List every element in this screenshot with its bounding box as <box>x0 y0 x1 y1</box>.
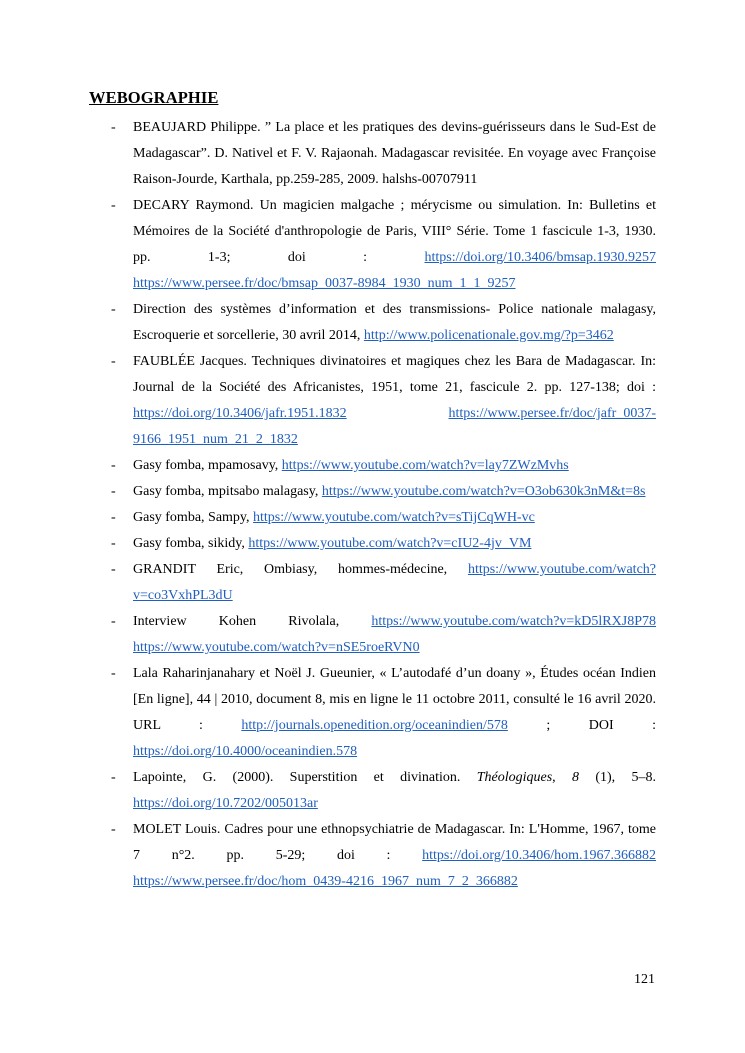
list-item: - Interview Kohen Rivolala, https://www.youtube.com/watch?v=kD5lRXJ8P78 https://www.youtube.com/watch?v=nSE5roeRVN0 <box>111 614 656 655</box>
reference-link[interactable]: https://doi.org/10.3406/jafr.1951.1832 <box>133 406 347 421</box>
list-item: - Gasy fomba, Sampy, https://www.youtube.com/watch?v=sTijCqWH-vc <box>111 510 535 525</box>
list-item: - Gasy fomba, sikidy, https://www.youtube.com/watch?v=cIU2-4jv_VM <box>111 536 532 551</box>
reference-link[interactable]: https://www.youtube.com/watch?v=sTijCqWH-vc <box>253 510 535 525</box>
list-item: - Gasy fomba, mpitsabo malagasy, https://www.youtube.com/watch?v=O3ob630k3nM&t=8s <box>111 484 646 499</box>
list-item: - DECARY Raymond. Un magicien malgache ; mérycisme ou simulation. In: Bulletins et Mémoires de la Société d'anthropologie de Paris, VIII° Série. Tome 1 fascicule 1-3, 1930. pp. 1-3; doi : https://doi.org/10.3406/bmsap.1930.9257 https://www.persee.fr/doc/bmsap_0037-8984_1930_num_1_1_9257 <box>111 198 656 291</box>
reference-link[interactable]: https://www.youtube.com/watch?v=co3VxhPL3dU <box>133 562 656 603</box>
reference-link[interactable]: https://doi.org/10.7202/005013ar <box>133 796 318 811</box>
reference-link[interactable]: https://www.youtube.com/watch?v=nSE5roeRVN0 <box>133 640 420 655</box>
reference-link[interactable]: https://www.youtube.com/watch?v=cIU2-4jv_VM <box>248 536 532 551</box>
list-item: - BEAUJARD Philippe. ” La place et les pratiques des devins-guérisseurs dans le Sud-Est de Madagascar”. D. Nativel et F. V. Rajaonah. Madagascar revisitée. En voyage avec Françoise Raison-Jourde, Karthala, pp.259-285, 2009. halshs-00707911 <box>111 120 656 187</box>
list-item: - Lala Raharinjanahary et Noël J. Gueunier, « L’autodafé d’un doany », Études océan Indien [En ligne], 44 | 2010, document 8, mis en ligne le 11 octobre 2011, consulté le 16 avril 2020. URL : http://journals.openedition.org/oceanindien/578 ; DOI : https://doi.org/10.4000/oceanindien.578 <box>111 666 656 759</box>
list-item: - Direction des systèmes d’information et des transmissions- Police nationale malagasy, Escroquerie et sorcellerie, 30 avril 2014, http://www.policenationale.gov.mg/?p=3462 <box>111 302 656 343</box>
reference-link[interactable]: https://www.youtube.com/watch?v=O3ob630k3nM&t=8s <box>321 484 646 499</box>
reference-link[interactable]: https://www.youtube.com/watch?v=lay7ZWzMvhs <box>281 458 569 473</box>
reference-link[interactable]: http://journals.openedition.org/oceanindien/578 <box>241 718 508 733</box>
reference-link[interactable]: https://www.persee.fr/doc/jafr_0037-9166_1951_num_21_2_1832 <box>133 406 656 447</box>
reference-link[interactable]: https://doi.org/10.3406/hom.1967.366882 <box>422 848 656 863</box>
list-item: - Lapointe, G. (2000). Superstition et divination. Théologiques, 8 (1), 5–8. https://doi.org/10.7202/005013ar <box>111 770 656 811</box>
reference-link[interactable]: https://www.youtube.com/watch?v=kD5lRXJ8P78 <box>371 614 656 629</box>
list-item: - FAUBLÉE Jacques. Techniques divinatoires et magiques chez les Bara de Madagascar. In: Journal de la Société des Africanistes, 1951, tome 21, fascicule 2. pp. 127-138; doi : https://doi.org/10.3406/jafr.1951.1832 https://www.persee.fr/doc/jafr_0037-9166_1951_num_21_2_1832 <box>111 354 656 447</box>
list-item: - MOLET Louis. Cadres pour une ethnopsychiatrie de Madagascar. In: L'Homme, 1967, tome 7 n°2. pp. 5-29; doi : https://doi.org/10.3406/hom.1967.366882 https://www.persee.fr/doc/hom_0439-4216_1967_num_7_2_366882 <box>111 822 656 889</box>
page-heading: WEBOGRAPHIE <box>89 88 219 107</box>
page-number: 121 <box>634 972 655 987</box>
reference-link[interactable]: http://www.policenationale.gov.mg/?p=3462 <box>363 328 614 343</box>
reference-link[interactable]: https://www.persee.fr/doc/hom_0439-4216_1967_num_7_2_366882 <box>133 874 518 889</box>
reference-link[interactable]: https://www.persee.fr/doc/bmsap_0037-8984_1930_num_1_1_9257 <box>133 276 516 291</box>
reference-list <box>89 115 656 895</box>
reference-link[interactable]: https://doi.org/10.3406/bmsap.1930.9257 <box>424 250 656 265</box>
reference-link[interactable]: https://doi.org/10.4000/oceanindien.578 <box>133 744 358 759</box>
list-item: - GRANDIT Eric, Ombiasy, hommes-médecine, https://www.youtube.com/watch?v=co3VxhPL3dU <box>111 562 656 603</box>
list-item: - Gasy fomba, mpamosavy, https://www.youtube.com/watch?v=lay7ZWzMvhs <box>111 458 569 473</box>
